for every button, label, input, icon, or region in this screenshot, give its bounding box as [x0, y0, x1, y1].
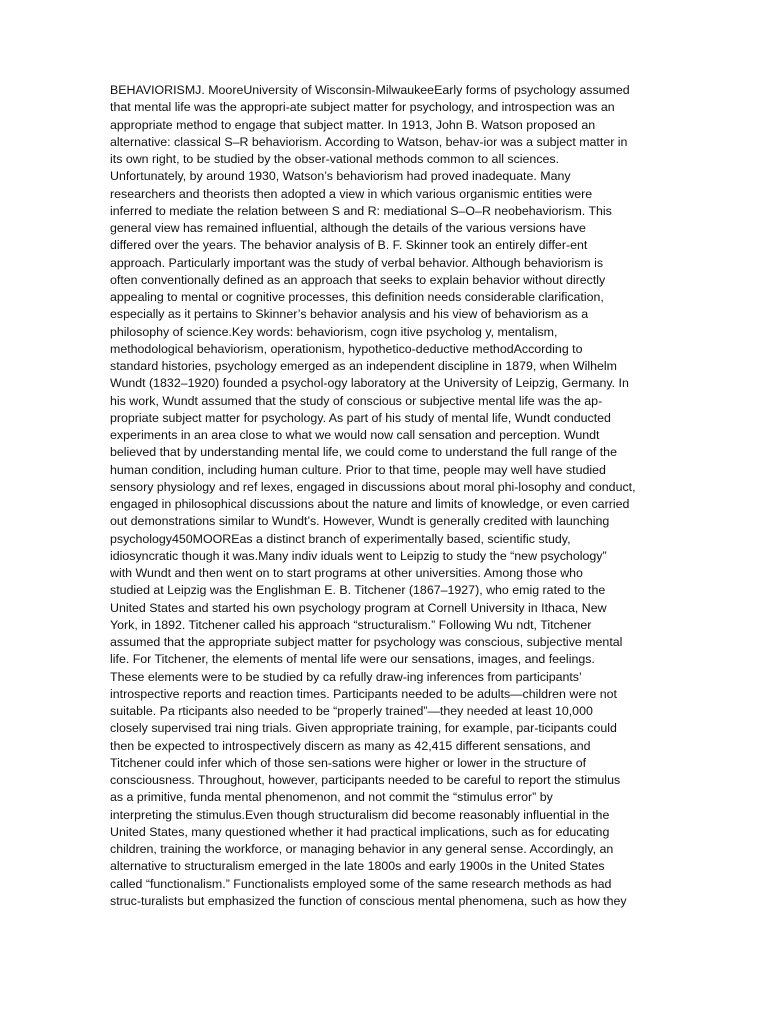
text-line: United States and started his own psychology program at Cornell University in Ithaca, New	[110, 600, 607, 615]
text-line: experiments in an area close to what we would now call sensation and perception. Wundt	[110, 428, 600, 442]
text-line: philosophy of science.Key words: behaviorism, cogn itive psycholog y, mentalism,	[110, 324, 558, 339]
text-line: then be expected to introspectively discern as many as 42,415 different sensations, and	[110, 738, 591, 753]
text-line: consciousness. Throughout, however, participants needed to be careful to report the stimulus	[110, 773, 621, 787]
text-line: that mental life was the appropri-ate subject matter for psychology, and introspection was an	[110, 100, 615, 115]
text-line: Wundt (1832–1920) founded a psychol-ogy laboratory at the University of Leipzig, Germany. In	[110, 376, 629, 391]
text-line: approach. Particularly important was the study of verbal behavior. Although behaviorism is	[110, 255, 604, 270]
body-text	[110, 82, 662, 910]
text-line: propriate subject matter for psychology. As part of his study of mental life, Wundt conducted	[110, 410, 611, 425]
text-line: his work, Wundt assumed that the study of conscious or subjective mental life was the ap-	[110, 393, 603, 408]
text-line: closely supervised trai ning trials. Given appropriate training, for example, par-ticipants could	[110, 721, 617, 736]
text-line: studied at Leipzig was the Englishman E. B. Titchener (1867–1927), who emig rated to the	[110, 583, 606, 598]
text-line: general view has remained influential, although the details of the various versions have	[110, 221, 586, 235]
text-line: engaged in philosophical discussions about the nature and limits of knowledge, or even carried	[110, 497, 630, 511]
text-line: often conventionally defined as an approach that seeks to explain behavior without directly	[110, 272, 606, 287]
text-line: suitable. Pa rticipants also needed to be “properly trained”—they needed at least 10,000	[110, 704, 593, 718]
text-line: its own right, to be studied by the obser-vational methods common to all sciences.	[110, 152, 560, 166]
text-line: Unfortunately, by around 1930, Watson’s behaviorism had proved inadequate. Many	[110, 169, 571, 184]
text-line: especially as it pertains to Skinner’s behavior analysis and his view of behaviorism as a	[110, 307, 589, 322]
text-line: children, training the workforce, or managing behavior in any general sense. Accordingly, an	[110, 842, 614, 856]
document-page	[110, 82, 662, 910]
text-line: appealing to mental or cognitive processes, this definition needs considerable clarification,	[110, 290, 604, 304]
text-line: standard histories, psychology emerged as an independent discipline in 1879, when Wilhelm	[110, 359, 617, 373]
text-line: idiosyncratic though it was.Many indiv iduals went to Leipzig to study the “new psychology”	[110, 548, 607, 563]
text-line: struc-turalists but emphasized the function of conscious mental phenomena, such as how they	[110, 893, 627, 908]
text-line: differed over the years. The behavior analysis of B. F. Skinner took an entirely differ-ent	[110, 238, 588, 253]
text-line: introspective reports and reaction times. Participants needed to be adults—children were not	[110, 686, 617, 701]
text-line: as a primitive, funda mental phenomenon, and not commit the “stimulus error” by	[110, 790, 553, 805]
text-line: human condition, including human culture. Prior to that time, people may well have studied	[110, 462, 606, 477]
text-line: methodological behaviorism, operationism, hypothetico-deductive methodAccording to	[110, 341, 583, 356]
text-line: researchers and theorists then adopted a view in which various organismic entities were	[110, 186, 593, 201]
text-line: alternative to structuralism emerged in the late 1800s and early 1900s in the United States	[110, 859, 605, 874]
text-line: interpreting the stimulus.Even though structuralism did become reasonably influential in the	[110, 807, 610, 822]
text-line: psychology450MOOREas a distinct branch of experimentally based, scientific study,	[110, 531, 571, 546]
text-line: alternative: classical S–R behaviorism. According to Watson, behav-ior was a subject matter in	[110, 134, 628, 149]
text-line: assumed that the appropriate subject matter for psychology was conscious, subjective mental	[110, 635, 623, 649]
text-line: BEHAVIORISMJ. MooreUniversity of Wisconsin-MilwaukeeEarly forms of psychology assumed	[110, 83, 630, 97]
text-line: sensory physiology and ref lexes, engaged in discussions about moral phi-losophy and conduct,	[110, 479, 636, 494]
text-line: appropriate method to engage that subject matter. In 1913, John B. Watson proposed an	[110, 117, 596, 132]
text-line: York, in 1892. Titchener called his approach “structuralism.” Following Wu ndt, Titchener	[110, 617, 592, 632]
text-line: with Wundt and then went on to start programs at other universities. Among those who	[110, 566, 583, 580]
text-line: believed that by understanding mental life, we could come to understand the full range of the	[110, 445, 617, 460]
text-line: out demonstrations similar to Wundt’s. However, Wundt is generally credited with launching	[110, 514, 610, 529]
text-line: life. For Titchener, the elements of mental life were our sensations, images, and feelings.	[110, 652, 595, 667]
text-line: inferred to mediate the relation between S and R: mediational S–O–R neobehaviorism. This	[110, 203, 612, 218]
text-line: called “functionalism.” Functionalists employed some of the same research methods as had	[110, 876, 612, 891]
text-line: These elements were to be studied by ca refully draw-ing inferences from participants’	[110, 669, 582, 684]
text-line: United States, many questioned whether it had practical implications, such as for educating	[110, 824, 610, 839]
text-line: Titchener could infer which of those sen-sations were higher or lower in the structure of	[110, 755, 587, 770]
